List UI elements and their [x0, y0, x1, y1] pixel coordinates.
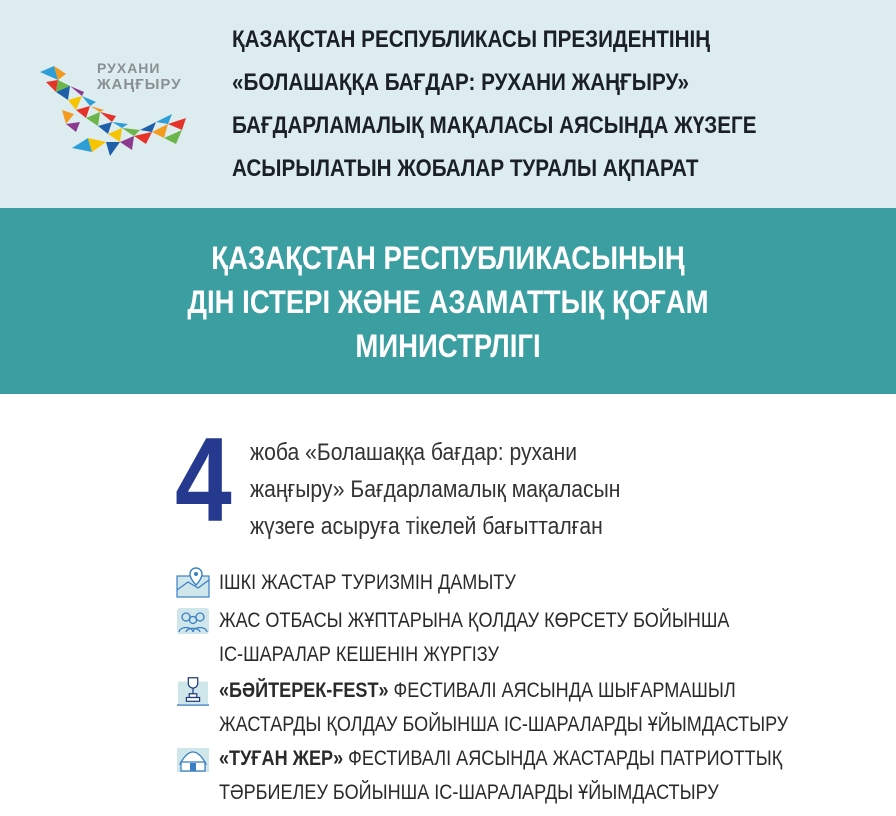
intro-line: жүзеге асыруға тікелей бағытталған: [250, 513, 603, 540]
project-item-text-rest: ФЕСТИВАЛІ АЯСЫНДА ЖАСТАРДЫ ПАТРИОТТЫҚ: [343, 747, 783, 770]
header-title-line: «БОЛАШАҚҚА БАҒДАР: РУХАНИ ЖАҢҒЫРУ»: [232, 69, 689, 96]
intro-line: жаңғыру» Бағдарламалық мақаласын: [250, 476, 621, 503]
header-title-line: АСЫРЫЛАТЫН ЖОБАЛАР ТУРАЛЫ АҚПАРАТ: [232, 155, 699, 182]
project-item-text: ІШКІ ЖАСТАР ТУРИЗМІН ДАМЫТУ: [219, 571, 516, 594]
people-icon: [176, 604, 210, 636]
logo-text-zhangyru: ЖАҢҒЫРУ: [97, 76, 182, 93]
project-item-text: ЖАСТАРДЫ ҚОЛДАУ БОЙЫНША ІС-ШАРАЛАРДЫ ҰЙЫМДАСТЫРУ: [219, 713, 789, 736]
ministry-title-line: ДІН ІСТЕРІ ЖӘНЕ АЗАМАТТЫҚ ҚОҒАМ: [187, 284, 709, 320]
ministry-band: [0, 208, 896, 394]
yurt-icon: [176, 742, 210, 774]
map-pin-icon: [176, 566, 210, 598]
header-title: [232, 18, 872, 190]
header-title-line: БАҒДАРЛАМАЛЫҚ МАҚАЛАСЫ АЯСЫНДА ЖҮЗЕГЕ: [232, 112, 757, 139]
trophy-icon: [176, 674, 210, 706]
header-title-line: ҚАЗАҚСТАН РЕСПУБЛИКАСЫ ПРЕЗИДЕНТІНІҢ: [232, 26, 711, 53]
project-item-text: [219, 742, 783, 776]
ministry-title-line: ҚАЗАҚСТАН РЕСПУБЛИКАСЫНЫҢ: [211, 240, 685, 276]
intro-text: [250, 434, 710, 545]
festival-name: «БӘЙТЕРЕК-FEST»: [219, 679, 389, 702]
project-item-text: ЖАС ОТБАСЫ ЖҰПТАРЫНА ҚОЛДАУ КӨРСЕТУ БОЙЫНША: [219, 609, 730, 632]
project-item-text: [219, 674, 778, 708]
festival-name: «ТУҒАН ЖЕР»: [219, 747, 344, 770]
intro-line: жоба «Болашаққа бағдар: рухани: [250, 439, 578, 466]
project-item-text: ТӘРБИЕЛЕУ БОЙЫНША ІС-ШАРАЛАРДЫ ҰЙЫМДАСТЫРУ: [219, 781, 719, 804]
header: [0, 0, 896, 208]
project-item-text: ІС-ШАРАЛАР КЕШЕНІН ЖҮРГІЗУ: [219, 643, 499, 666]
logo-text-rukhani: РУХАНИ: [97, 60, 161, 76]
project-item-text-rest: ФЕСТИВАЛІ АЯСЫНДА ШЫҒАРМАШЫЛ: [388, 679, 736, 702]
project-count: 4: [175, 413, 232, 547]
ministry-title-line: МИНИСТРЛІГІ: [355, 328, 541, 364]
